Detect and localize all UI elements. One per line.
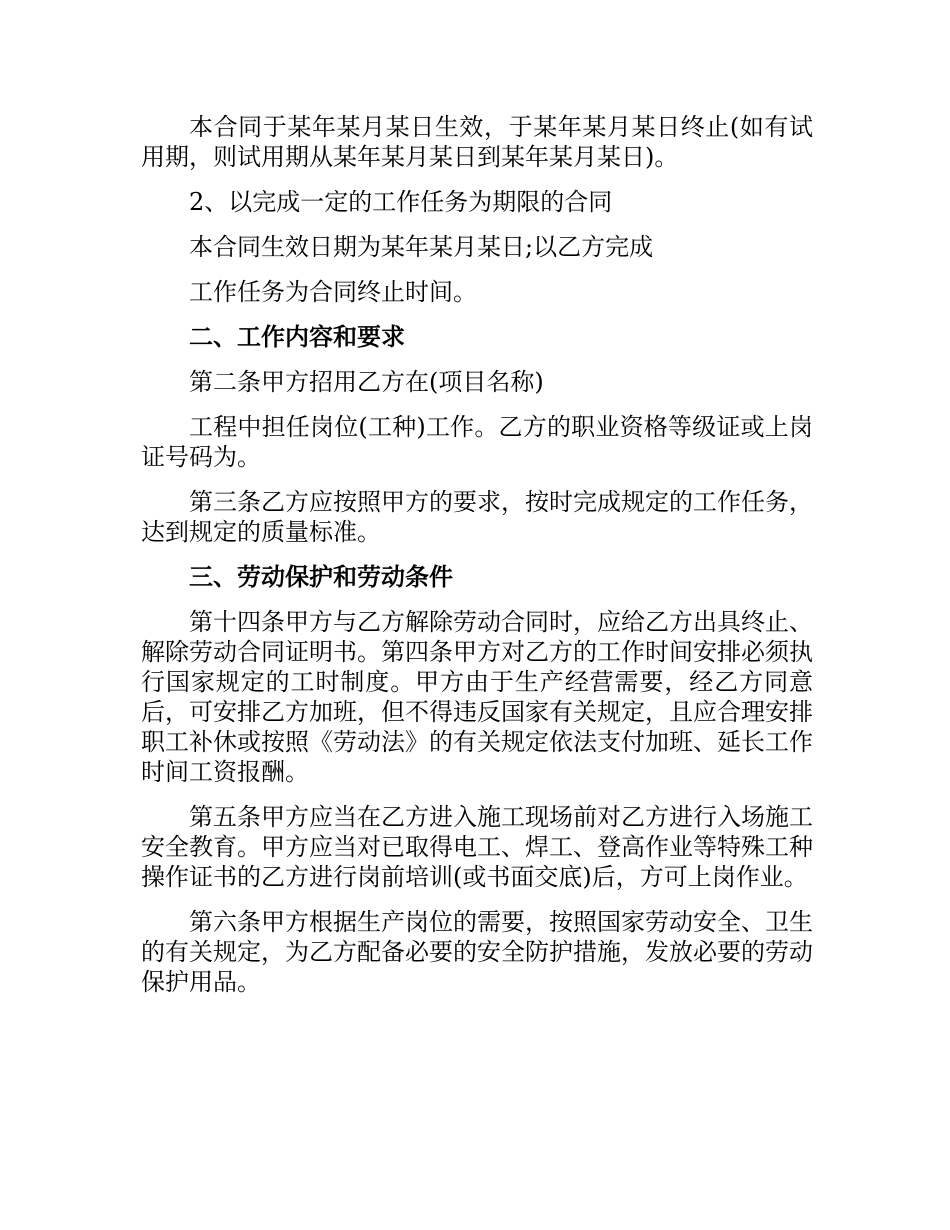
paragraph-contract-start: 本合同生效日期为某年某月某日;以乙方完成 (189, 233, 654, 261)
section-heading-work-content: 二、工作内容和要求 (189, 322, 405, 351)
paragraph-contract-end: 工作任务为合同终止时间。 (189, 278, 477, 306)
section-heading-labor-protection: 三、劳动保护和劳动条件 (189, 562, 453, 591)
paragraph-task-based-contract: 2、以完成一定的工作任务为期限的合同 (189, 188, 613, 216)
paragraph-article-2: 第二条甲方招用乙方在(项目名称) (189, 368, 544, 396)
paragraph-effective-date: 本合同于某年某月某日生效，于某年某月某日终止(如有试用期，则试用期从某年某月某日到某年某月某日)。 (141, 113, 813, 171)
paragraph-article-3: 第三条乙方应按照甲方的要求，按时完成规定的工作任务，达到规定的质量标准。 (141, 488, 813, 546)
paragraph-article-14-and-4: 第十四条甲方与乙方解除劳动合同时，应给乙方出具终止、解除劳动合同证明书。第四条甲方对乙方的工作时间安排必须执行国家规定的工时制度。甲方由于生产经营需要，经乙方同意后，可安排乙方加班，但不得违反国家有关规定，且应合理安排职工补休或按照《劳动法》的有关规定依法支付加班、延长工作时间工资报酬。 (141, 608, 813, 786)
paragraph-article-5: 第五条甲方应当在乙方进入施工现场前对乙方进行入场施工安全教育。甲方应当对已取得电工、焊工、登高作业等特殊工种操作证书的乙方进行岗前培训(或书面交底)后，方可上岗作业。 (141, 803, 813, 891)
paragraph-article-6: 第六条甲方根据生产岗位的需要，按照国家劳动安全、卫生的有关规定，为乙方配备必要的安全防护措施，发放必要的劳动保护用品。 (141, 908, 813, 996)
paragraph-position: 工程中担任岗位(工种)工作。乙方的职业资格等级证或上岗证号码为。 (141, 413, 813, 471)
document-page (141, 112, 813, 1012)
